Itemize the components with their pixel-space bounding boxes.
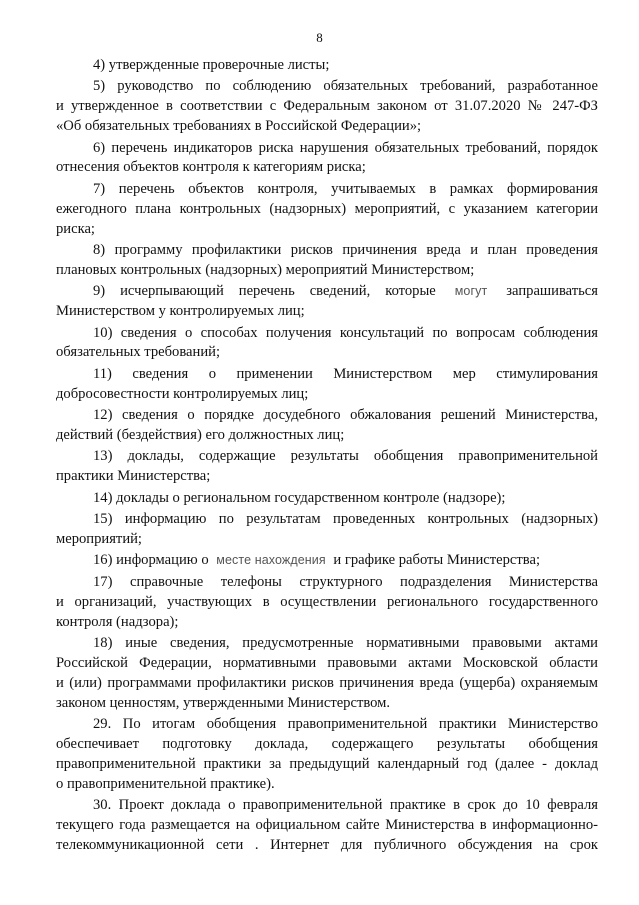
text-line: 6) перечень индикаторов риска нарушения обязательных требований, порядок [93,139,598,156]
text-line: контроля (надзора); [56,613,179,630]
text-segment: и графике работы Министерства; [333,552,540,569]
text-line [56,551,598,571]
text-line: 5) руководство по соблюдению обязательных требований, разработанное [93,78,598,95]
text-line: 7) перечень объектов контроля, учитываемых в рамках формирования [93,180,598,197]
text-line: текущего года размещается на официальном сайте Министерства в информационно- [56,816,598,833]
text-line: 8) программу профилактики рисков причинения вреда и план проведения [93,242,598,259]
inserted-text: месте нахождения [216,553,326,568]
text-line: и (или) программами профилактики рисков причинения вреда (ущерба) охраняемым [56,674,598,691]
text-line: правоприменительной практики за предыдущий календарный год (далее - доклад [56,755,598,772]
text-line: 11) сведения о применении Министерством мер стимулирования [93,365,598,382]
text-line: действий (бездействия) его должностных лиц; [56,427,345,444]
text-line: 17) справочные телефоны структурного подразделения Министерства [93,573,598,590]
inserted-text: могут [454,284,488,299]
text-line: обязательных требований; [56,344,221,361]
text-line: добросовестности контролируемых лиц; [56,385,309,402]
text-line: Российской Федерации, нормативными правовыми актами Московской области [56,654,598,671]
text-line: законом ценностям, утвержденными Министерством. [56,694,391,711]
text-line: 18) иные сведения, предусмотренные нормативными правовыми актами [93,634,598,651]
text-segment: 16) информацию о [93,552,209,569]
text-line: о правоприменительной практике). [56,775,275,792]
text-line: 12) сведения о порядке досудебного обжалования решений Министерства, [93,407,598,424]
text-line [56,282,598,302]
text-line: 13) доклады, содержащие результаты обобщения правоприменительной [93,448,598,465]
text-line: 4) утвержденные проверочные листы; [93,57,330,73]
text-line: обеспечивает подготовку доклада, содержащего результаты обобщения [56,735,598,752]
text-segment: запрашиваться [506,283,598,300]
text-line: ежегодного плана контрольных (надзорных) мероприятий, с указанием категории [56,200,598,217]
text-line: 14) доклады о региональном государственном контроле (надзоре); [93,489,506,506]
text-segment: 9) исчерпывающий перечень сведений, которые [93,283,436,300]
text-line: 10) сведения о способах получения консультаций по вопросам соблюдения [93,324,598,341]
document-body [56,56,598,856]
text-line: и утвержденное в соответствии с Федеральным законом от 31.07.2020 № 247-ФЗ [56,98,598,115]
page-number: 8 [316,30,323,45]
text-line: 30. Проект доклада о правоприменительной практике в срок до 10 февраля [93,797,598,814]
text-line: плановых контрольных (надзорных) мероприятий Министерством; [56,261,475,278]
text-line: телекоммуникационной сети . Интернет для публичного обсуждения на срок [56,836,598,853]
text-line: Министерством у контролируемых лиц; [56,303,305,320]
text-line: риска; [56,220,95,237]
text-line: отнесения объектов контроля к категориям риска; [56,159,366,176]
text-line: 29. По итогам обобщения правоприменительной практики Министерство [93,716,598,732]
text-line: 15) информацию по результатам проведенных контрольных (надзорных) [93,511,598,528]
text-line: практики Министерства; [56,468,211,485]
text-line: «Об обязательных требованиях в Российской Федерации»; [56,118,422,135]
text-line: мероприятий; [56,530,142,547]
text-line: и организаций, участвующих в осуществлении регионального государственного [56,593,598,610]
